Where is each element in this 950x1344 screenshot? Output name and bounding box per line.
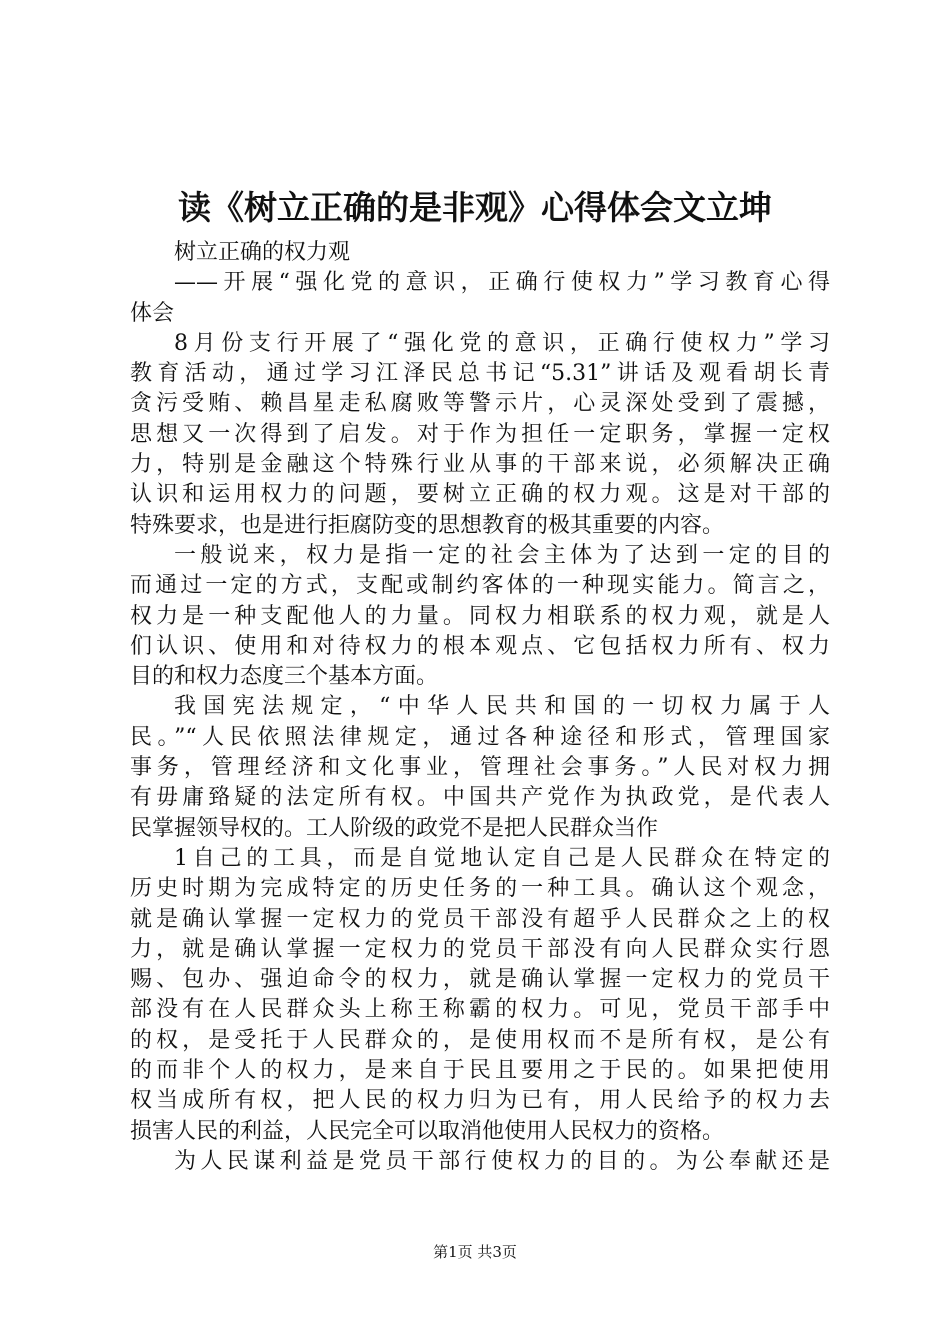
text-line: 损害人民的利益，人民完全可以取消他使用人民权力的资格。 [130,1118,725,1144]
text-line: 民。”“人民依照法律规定，通过各种途径和形式，管理国家 [130,724,830,750]
text-line: 就是确认掌握一定权力的党员干部没有超乎人民群众之上的权 [130,906,830,932]
text-line: 力，就是确认掌握一定权力的党员干部没有向人民群众实行恩 [130,936,830,962]
text-line: 树立正确的权力观 [174,240,351,265]
text-line: 我国宪法规定，“中华人民共和国的一切权力属于人 [174,694,830,720]
text-line: 目的和权力态度三个基本方面。 [130,664,439,690]
text-line: ——开展“强化党的意识，正确行使权力”学习教育心得 [174,270,830,296]
text-line: 的而非个人的权力，是来自于民且要用之于民的。如果把使用 [130,1058,830,1084]
text-line: 特殊要求，也是进行拒腐防变的思想教育的极其重要的内容。 [130,512,725,538]
text-line: 力，特别是金融这个特殊行业从事的干部来说，必须解决正确 [130,452,830,478]
page-footer: 第1页 共3页 [433,1243,517,1261]
page-title: 读《树立正确的是非观》心得体会文立坤 [178,188,772,227]
text-line: 的权，是受托于人民群众的，是使用权而不是所有权，是公有 [130,1027,830,1053]
text-line: 赐、包办、强迫命令的权力，就是确认掌握一定权力的党员干 [130,967,830,993]
text-line: 8月份支行开展了“强化党的意识，正确行使权力”学习 [174,330,830,356]
text-line: 认识和运用权力的问题，要树立正确的权力观。这是对干部的 [130,482,830,508]
text-line: 有毋庸臵疑的法定所有权。中国共产党作为执政党，是代表人 [130,785,830,811]
text-line: 部没有在人民群众头上称王称霸的权力。可见，党员干部手中 [130,997,830,1023]
text-line: 教育活动，通过学习江泽民总书记“5.31”讲话及观看胡长青 [130,361,830,387]
text-line: 们认识、使用和对待权力的根本观点、它包括权力所有、权力 [130,633,830,659]
text-line: 权当成所有权，把人民的权力归为已有，用人民给予的权力去 [130,1088,830,1114]
text-line: 而通过一定的方式，支配或制约客体的一种现实能力。简言之， [130,573,830,599]
text-line: 为人民谋利益是党员干部行使权力的目的。为公奉献还是 [174,1148,830,1174]
text-line: 民掌握领导权的。工人阶级的政党不是把人民群众当作 [130,815,659,841]
text-line: 体会 [130,300,175,326]
text-line: 一般说来，权力是指一定的社会主体为了达到一定的目的 [174,542,830,568]
text-line: 1自己的工具，而是自觉地认定自己是人民群众在特定的 [174,845,830,871]
text-line: 贪污受贿、赖昌星走私腐败等警示片，心灵深处受到了震撼， [130,391,830,417]
document-body [130,238,830,1177]
text-line: 历史时期为完成特定的历史任务的一种工具。确认这个观念， [130,876,830,902]
text-line: 事务，管理经济和文化事业，管理社会事务。”人民对权力拥 [130,755,830,781]
text-line: 权力是一种支配他人的力量。同权力相联系的权力观，就是人 [130,603,830,629]
text-line: 思想又一次得到了启发。对于作为担任一定职务，掌握一定权 [130,421,830,447]
